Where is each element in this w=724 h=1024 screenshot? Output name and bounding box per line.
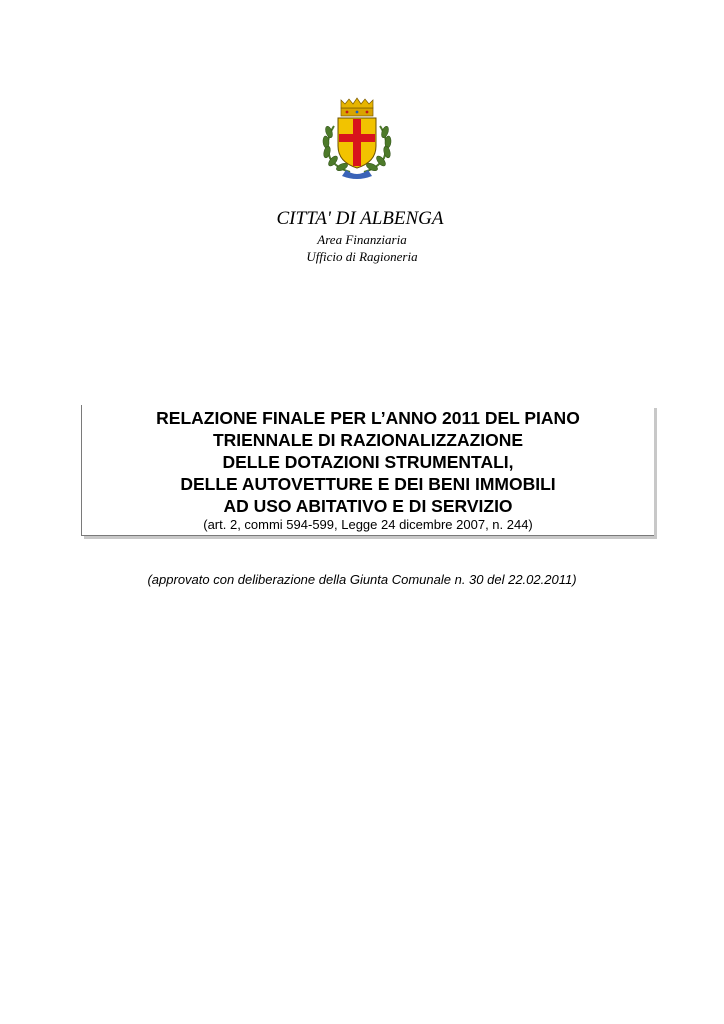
- legal-reference: (art. 2, commi 594-599, Legge 24 dicembre 2007, n. 244): [203, 517, 533, 532]
- approval-note: (approvato con deliberazione della Giunta Comunale n. 30 del 22.02.2011): [147, 572, 577, 587]
- title-line: DELLE DOTAZIONI STRUMENTALI,: [222, 452, 514, 472]
- title-box: [81, 405, 654, 536]
- title-line: RELAZIONE FINALE PER L’ANNO 2011 DEL PIANO: [156, 408, 580, 428]
- city-name: CITTA' DI ALBENGA: [276, 208, 444, 229]
- document-header: [0, 207, 724, 265]
- title-line: AD USO ABITATIVO E DI SERVIZIO: [223, 496, 513, 516]
- document-title: [82, 405, 654, 517]
- title-line: TRIENNALE DI RAZIONALIZZAZIONE: [212, 430, 524, 450]
- office-name: Ufficio di Ragioneria: [306, 249, 418, 264]
- area-name: Area Finanziaria: [317, 232, 407, 247]
- title-line: DELLE AUTOVETTURE E DEI BENI IMMOBILI: [180, 474, 556, 494]
- coat-of-arms-icon: [316, 96, 398, 180]
